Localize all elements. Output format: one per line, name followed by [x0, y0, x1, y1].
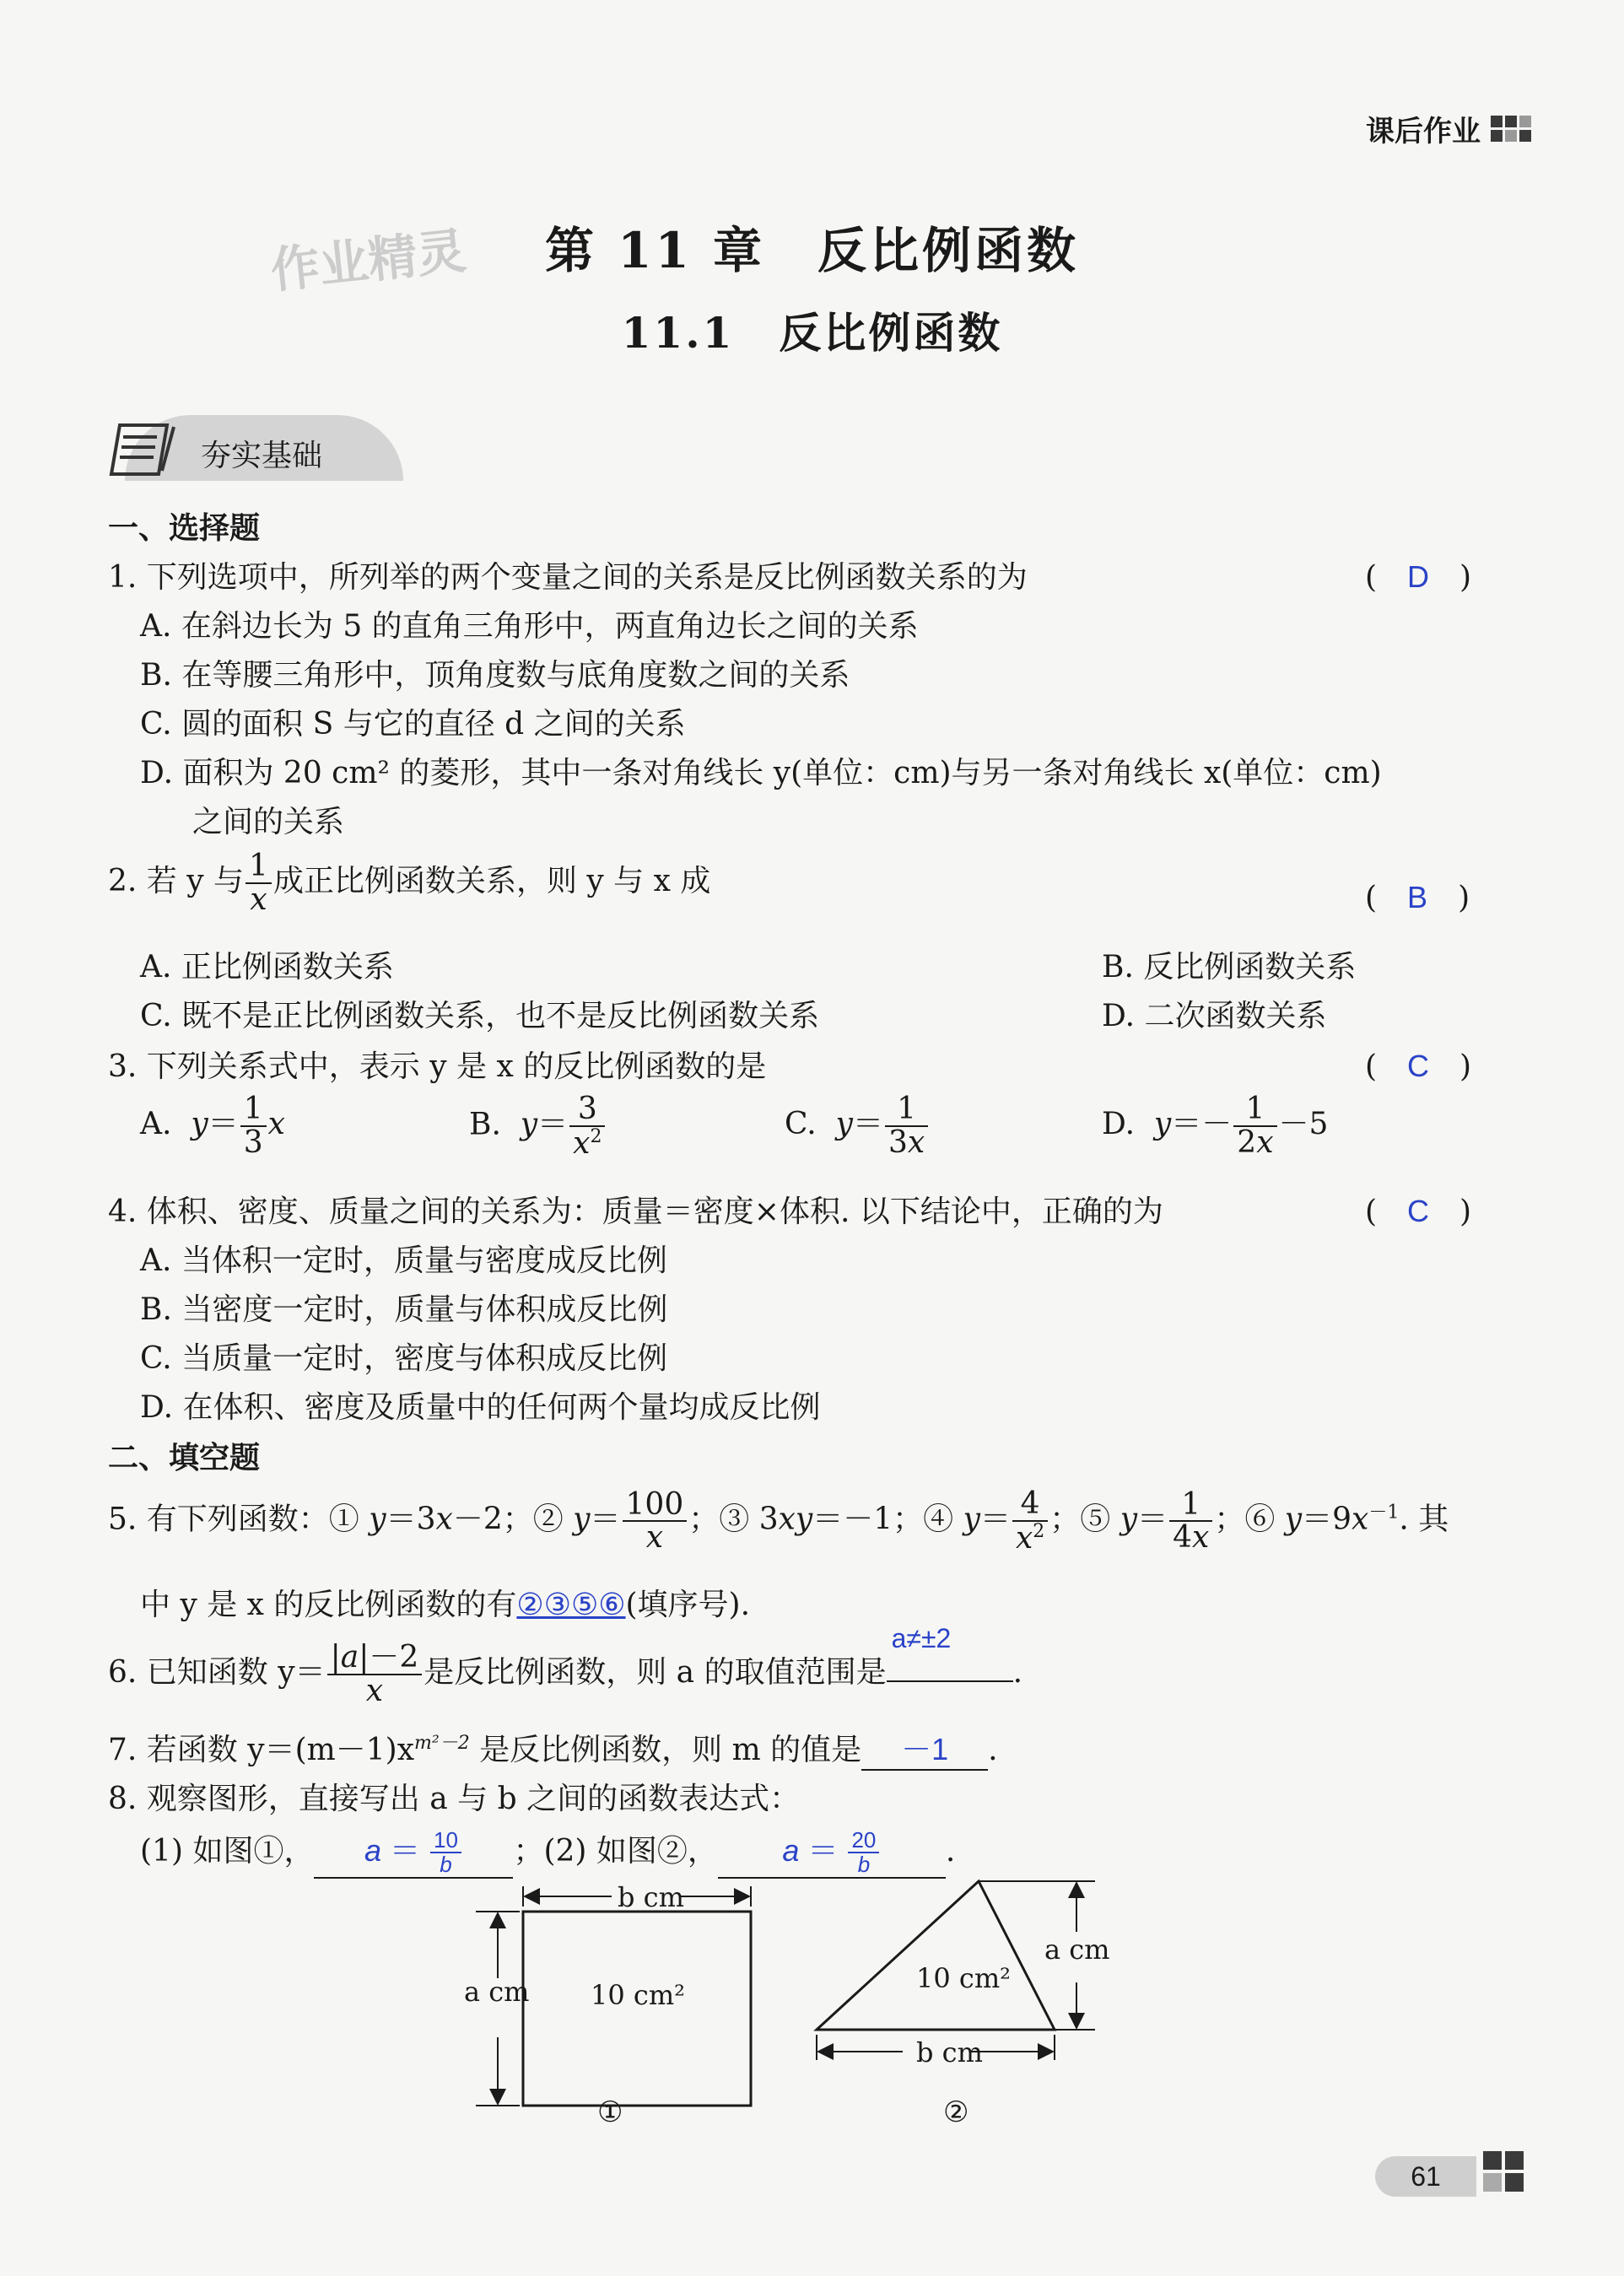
- fig2-side-label: a cm: [1044, 1934, 1110, 1966]
- fig1-side-label: a cm: [464, 1976, 530, 2008]
- q1-answer: D: [1407, 559, 1430, 594]
- header: [1366, 108, 1531, 149]
- q8-blank1: a ＝ $\frac{10}{b}$: [314, 1827, 513, 1879]
- q3-option-b: B. y＝ $\frac{3}{x^2}$: [469, 1093, 607, 1160]
- q7-exponent: m²－2: [414, 1733, 470, 1754]
- q6-blank: [887, 1622, 1013, 1682]
- q6-pre: 6. 已知函数 y＝: [108, 1654, 326, 1690]
- q7-mid: 是反比例函数，则 m 的值是: [469, 1733, 862, 1767]
- q3-answer: C: [1407, 1049, 1430, 1083]
- q5-pre: 5. 有下列函数：: [108, 1502, 329, 1537]
- q8-part2-label: ；(2) 如图②，: [513, 1834, 718, 1869]
- q1-option-d: D. 面积为 20 cm² 的菱形，其中一条对角线长 y(单位：cm)与另一条对角线长 x(单位：cm): [140, 756, 1382, 790]
- q1-option-d-cont: 之间的关系: [192, 805, 345, 839]
- q2-option-d: D. 二次函数关系: [1102, 999, 1327, 1033]
- section-title: 11.1 反比例函数: [621, 308, 1003, 358]
- q8-blank2: a ＝ $\frac{20}{b}$: [718, 1827, 946, 1879]
- notebook-pen-icon: [108, 418, 184, 481]
- q2-option-a: A. 正比例函数关系: [140, 950, 394, 984]
- header-label: 课后作业: [1366, 115, 1481, 148]
- q4-option-c: C. 当质量一定时，密度与体积成反比例: [140, 1341, 668, 1376]
- q4-option-b: B. 当密度一定时，质量与体积成反比例: [140, 1292, 668, 1327]
- fig1-area-label: 10 cm²: [591, 1979, 685, 2011]
- q4-stem: 4. 体积、密度、质量之间的关系为：质量＝密度×体积. 以下结论中，正确的为: [108, 1195, 1163, 1229]
- part2-heading: 二、填空题: [108, 1440, 261, 1475]
- q8-part1-label: (1) 如图①，: [140, 1834, 315, 1869]
- q8-stem: 8. 观察图形，直接写出 a 与 b 之间的函数表达式：: [108, 1782, 801, 1816]
- q2-option-c: C. 既不是正比例函数关系，也不是反比例函数关系: [140, 999, 820, 1033]
- q6-mid: 是反比例函数，则 a 的取值范围是: [424, 1654, 887, 1690]
- q2-stem-pre: 2. 若 y 与: [108, 863, 245, 898]
- q8-ans1-num: 10: [430, 1829, 461, 1853]
- q7-pre: 7. 若函数 y＝(m－1)x: [108, 1733, 415, 1767]
- q5-line2-end: (填序号).: [625, 1588, 751, 1622]
- q5-functions: 5. 有下列函数：① y＝3x－2；② y＝ $\frac{100}{x}$ ；③ 3xy＝－1；④ y＝ $\frac{4}{x^2}$ ；⑤ y＝ $\frac{1}{4x}$ ；⑥ $y=9x^{-1}$. 其: [108, 1486, 1449, 1556]
- q6-answer: a≠±2: [891, 1622, 952, 1653]
- q2-answer-bracket: ( B ): [1365, 880, 1470, 915]
- q1-option-c: C. 圆的面积 S 与它的直径 d 之间的关系: [140, 707, 686, 742]
- q7-blank: [861, 1726, 988, 1771]
- banner-text: 夯实基础: [201, 439, 323, 473]
- q2-stem-post: 成正比例函数关系，则 y 与 x 成: [272, 863, 711, 898]
- q8-parts: (1) 如图①， a ＝ $\frac{10}{b}$ ；(2) 如图②， a ＝ $\frac{20}{b}$ .: [140, 1827, 956, 1878]
- header-squares-icon: [1491, 116, 1531, 142]
- q1-option-a: A. 在斜边长为 5 的直角三角形中，两直角边长之间的关系: [140, 609, 919, 644]
- fig1-caption: ①: [597, 2095, 623, 2129]
- q7-answer: －1: [901, 1732, 949, 1766]
- q3-option-d: D. y＝－ $\frac{1}{2x}$ －5: [1102, 1092, 1329, 1160]
- q4-option-d: D. 在体积、密度及质量中的任何两个量均成反比例: [140, 1390, 821, 1425]
- q1-answer-bracket: ( D ): [1365, 559, 1472, 595]
- chapter-title: 第 11 章 反比例函数: [544, 222, 1080, 279]
- q3-answer-bracket: ( C ): [1365, 1049, 1472, 1084]
- fig2-bottom-label: b cm: [916, 2036, 983, 2068]
- page-number: 61: [1375, 2156, 1476, 2197]
- q5-answer: ②③⑤⑥: [516, 1587, 626, 1621]
- fig2-caption: ②: [943, 2095, 969, 2129]
- q2-option-b: B. 反比例函数关系: [1102, 950, 1357, 984]
- q5-line2: [140, 1581, 750, 1624]
- q1-stem: 1. 下列选项中，所列举的两个变量之间的关系是反比例函数关系的为: [108, 560, 1028, 595]
- q2-fraction: $\frac{1}{x}$: [245, 850, 272, 916]
- q3-option-c: C. y＝ $\frac{1}{3x}$: [785, 1093, 930, 1159]
- banner: [108, 415, 405, 481]
- q4-option-a: A. 当体积一定时，质量与密度成反比例: [140, 1243, 667, 1278]
- q3-option-a: A. y＝ $\frac{1}{3}$ x: [140, 1092, 285, 1160]
- q2-stem: [108, 850, 710, 916]
- q3-stem: 3. 下列关系式中，表示 y 是 x 的反比例函数的是: [108, 1049, 767, 1084]
- q2-answer: B: [1407, 880, 1428, 914]
- q7: 7. 若函数 $y=(m-1)x^{m^2-2}$ 是反比例函数，则 m 的值是 －1 .: [108, 1726, 998, 1771]
- q1-option-b: B. 在等腰三角形中，顶角度数与底角度数之间的关系: [140, 658, 850, 693]
- q5-line2-text: 中 y 是 x 的反比例函数的有: [140, 1588, 517, 1622]
- q4-answer: C: [1407, 1194, 1430, 1228]
- q8-ans2-num: 20: [848, 1829, 879, 1853]
- watermark: 作业精灵: [267, 222, 469, 299]
- part1-heading: 一、选择题: [108, 510, 261, 546]
- fig2-area-label: 10 cm²: [916, 1962, 1011, 1994]
- page-squares-icon: [1483, 2151, 1524, 2192]
- fig1-top-label: b cm: [618, 1881, 684, 1913]
- q4-answer-bracket: ( C ): [1365, 1194, 1472, 1229]
- q6: 6. 已知函数 y＝ $\frac{|a|-2}{x}$ 是反比例函数，则 a 的取值范围是 a≠±2 .: [108, 1622, 1023, 1708]
